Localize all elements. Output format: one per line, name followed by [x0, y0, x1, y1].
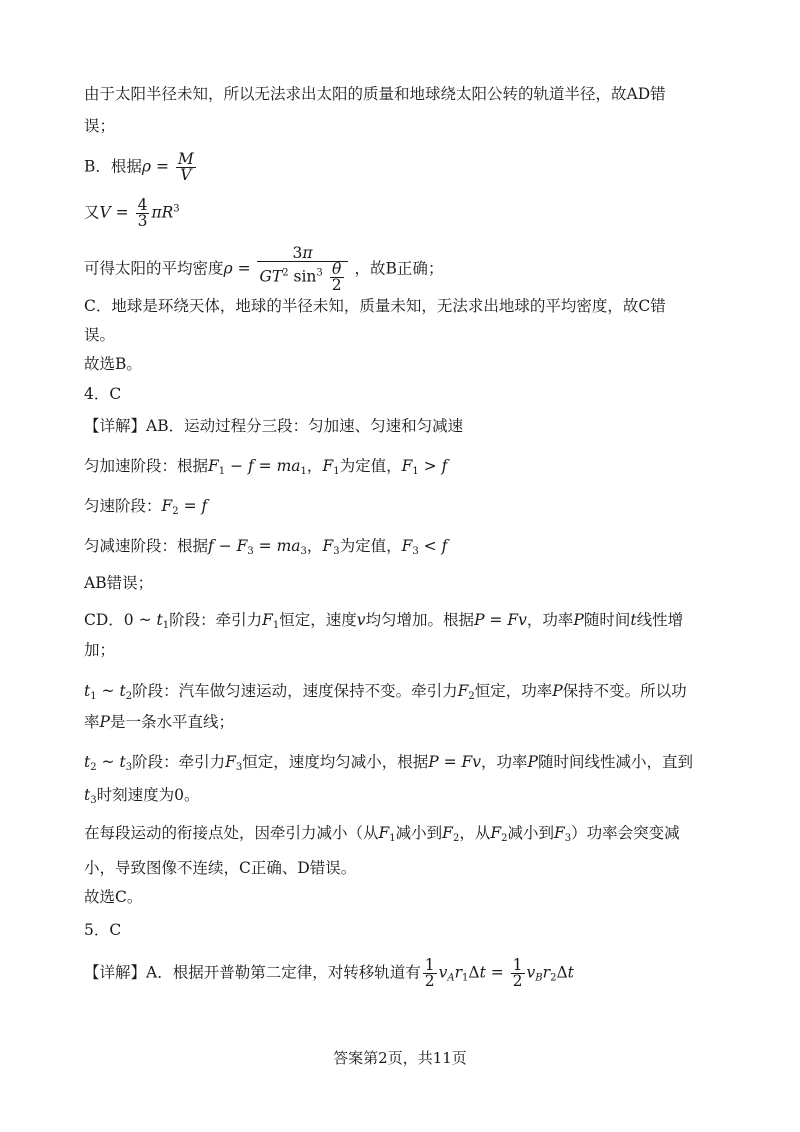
text-line-5: 可得太阳的平均密度ρ = 3π $GT^2$ $\sin^3$ $\frac{\theta}{2}$ ，故B正确； — [84, 244, 444, 294]
text-line-6: C．地球是环绕天体，地球的半径未知，质量未知，无法求出地球的平均密度，故C错 — [84, 297, 666, 315]
text-line-13: 匀减速阶段：根据$f - F_3 = ma_3$，$F_3$为定值，$F_3 < f$ — [84, 537, 448, 557]
text-line-11: 匀加速阶段：根据$F_1 - f = ma_1$，$F_1$为定值，$F_1 > f$ — [84, 457, 448, 477]
line-4-text: 又 — [84, 203, 100, 222]
text-line-14: AB错误； — [84, 574, 154, 592]
line-11-mid: 为定值， — [339, 457, 402, 475]
text-line-8: 故选B。 — [84, 355, 142, 373]
text-line-15: CD．0 ~ $t_1$阶段：牵引力$F_1$恒定，速度v均匀增加。根据P = Fv，功率P随时间t线性增 — [84, 611, 684, 631]
line-12-text: 匀速阶段： — [84, 497, 162, 515]
text-line-7: 误。 — [84, 326, 116, 344]
line-13-mid: 为定值， — [339, 537, 402, 555]
line-5-suffix: ，故B正确； — [354, 259, 444, 278]
text-line-19: $t_2$ ~ $t_3$阶段：牵引力$F_3$恒定，速度均匀减小，根据P = Fv，功率P随时间线性减小，直到 — [84, 753, 693, 773]
fraction-density-formula: 3π $GT^2$ $\sin^3$ $\frac{\theta}{2}$ — [257, 246, 347, 293]
line-25-text: 【详解】A．根据开普勒第二定律，对转移轨道有 — [84, 963, 421, 982]
text-line-18: 率P是一条水平直线； — [84, 713, 234, 731]
text-line-3: B．根据ρ = $\frac{M}{V}$ — [84, 150, 194, 184]
line-5-text: 可得太阳的平均密度 — [84, 259, 224, 278]
page-footer: 答案第2页，共11页 — [333, 1049, 467, 1067]
text-line-10: 【详解】AB．运动过程分三段：匀加速、匀速和匀减速 — [84, 417, 464, 435]
text-line-23: 故选C。 — [84, 888, 143, 906]
text-line-25: 【详解】A．根据开普勒第二定律，对转移轨道有 $\frac{1}{2}$ $v_Ar_1\Delta t$ = $\frac{1}{2}$ $v_Br_2\Delta t$ — [84, 956, 574, 990]
text-line-17: $t_1$ ~ $t_2$阶段：汽车做匀速运动，速度保持不变。牵引力$F_2$恒定，功率P保持不变。所以功 — [84, 682, 687, 702]
text-line-1: 由于太阳半径未知，所以无法求出太阳的质量和地球绕太阳公转的轨道半径，故AD错 — [84, 85, 666, 103]
text-line-2: 误； — [84, 117, 116, 135]
text-line-21: 在每段运动的衔接点处，因牵引力减小（从$F_1$减小到$F_2$，从$F_2$减小到$F_3$）功率会突变减 — [84, 824, 680, 844]
text-line-12: 匀速阶段：$F_2 = f$ — [84, 497, 208, 517]
fraction-m-over-v: $\frac{M}{V}$ — [177, 150, 194, 184]
fraction-four-thirds: $\frac{4}{3}$ — [137, 196, 148, 230]
line-13-text: 匀减速阶段：根据 — [84, 537, 209, 555]
text-line-22: 小，导致图像不连续，C正确、D错误。 — [84, 859, 357, 877]
line-11-text: 匀加速阶段：根据 — [84, 457, 209, 475]
text-line-4: 又V = $\frac{4}{3}$ $\pi R^3$ — [84, 196, 180, 230]
text-line-9: 4．C — [84, 385, 122, 403]
text-line-24: 5．C — [84, 921, 122, 939]
line-3-text: B．根据 — [84, 157, 142, 176]
text-line-16: 加； — [84, 641, 116, 659]
text-line-20: $t_3$时刻速度为0。 — [84, 786, 200, 806]
